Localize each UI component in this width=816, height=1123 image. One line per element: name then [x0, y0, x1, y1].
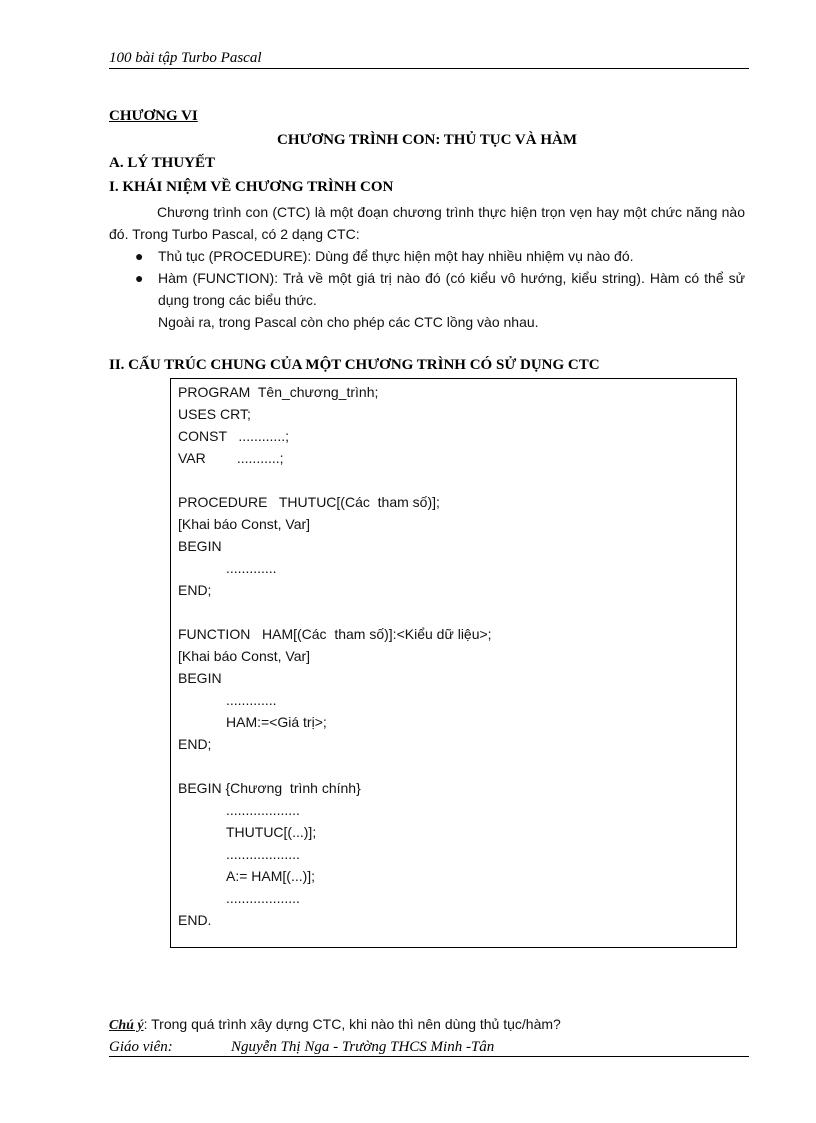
code-line: ............. — [226, 692, 277, 708]
code-line: END. — [178, 912, 212, 928]
code-line: PROGRAM Tên_chương_trình; — [178, 384, 379, 400]
code-blank-line — [178, 755, 729, 777]
code-line: USES CRT; — [178, 406, 251, 422]
note-text: : Trong quá trình xây dựng CTC, khi nào thì nên dùng thủ tục/hàm? — [143, 1016, 561, 1032]
page-footer — [109, 1038, 749, 1057]
code-line: BEGIN — [178, 538, 222, 554]
code-line: PROCEDURE THUTUC[(Các tham số)]; — [178, 494, 440, 510]
bullet-icon: ● — [135, 248, 144, 264]
code-line: BEGIN — [178, 670, 222, 686]
bullet-icon: ● — [135, 270, 144, 286]
section-i-heading: I. KHÁI NIỆM VỀ CHƯƠNG TRÌNH CON — [109, 179, 394, 195]
note — [109, 1016, 561, 1034]
code-line: ................... — [226, 890, 300, 906]
code-line: HAM:=<Giá trị>; — [226, 714, 327, 730]
chapter-label: CHƯƠNG VI — [109, 108, 198, 124]
code-line: VAR ...........; — [178, 450, 284, 466]
code-line: ................... — [226, 802, 300, 818]
extra-note: Ngoài ra, trong Pascal còn cho phép các CTC lồng vào nhau. — [158, 314, 539, 330]
code-line: THUTUC[(...)]; — [226, 824, 317, 840]
code-structure-box — [170, 378, 737, 948]
code-line: [Khai báo Const, Var] — [178, 516, 311, 532]
section-ii-heading: II. CẤU TRÚC CHUNG CỦA MỘT CHƯƠNG TRÌNH CÓ SỬ DỤNG CTC — [109, 357, 600, 373]
footer-label: Giáo viên: — [109, 1039, 173, 1055]
intro-paragraph: Chương trình con (CTC) là một đoạn chương trình thực hiện trọn vẹn hay một chức năng nào đó. Trong Turbo Pascal, có 2 dạng CTC: — [109, 204, 745, 242]
bullet-text: Hàm (FUNCTION): Trả về một giá trị nào đó (có kiểu vô hướng, kiểu string). Hàm có thể sử dụng trong các biểu thức. — [158, 270, 745, 308]
page-header — [109, 50, 749, 69]
code-line: ................... — [226, 846, 300, 862]
code-blank-line — [178, 469, 729, 491]
code-line: CONST ............; — [178, 428, 289, 444]
note-label: Chú ý — [109, 1018, 144, 1033]
ctc-types-list — [109, 245, 745, 333]
code-line: END; — [178, 736, 212, 752]
list-item — [109, 245, 745, 267]
code-line: BEGIN {Chương trình chính} — [178, 780, 361, 796]
header-text: 100 bài tập Turbo Pascal — [109, 50, 262, 66]
code-line: [Khai báo Const, Var] — [178, 648, 311, 664]
code-line: FUNCTION HAM[(Các tham số)]:<Kiểu dữ liệu>; — [178, 626, 492, 642]
bullet-text: Thủ tục (PROCEDURE): Dùng để thực hiện một hay nhiều nhiệm vụ nào đó. — [158, 248, 634, 264]
code-line: END; — [178, 582, 212, 598]
list-item — [109, 267, 745, 311]
footer-text: Nguyễn Thị Nga - Trường THCS Minh -Tân — [231, 1039, 495, 1055]
code-blank-line — [178, 601, 729, 623]
code-line: A:= HAM[(...)]; — [226, 868, 316, 884]
chapter-title: CHƯƠNG TRÌNH CON: THỦ TỤC VÀ HÀM — [276, 132, 578, 148]
section-a-heading: A. LÝ THUYẾT — [109, 155, 215, 171]
code-line: ............. — [226, 560, 277, 576]
